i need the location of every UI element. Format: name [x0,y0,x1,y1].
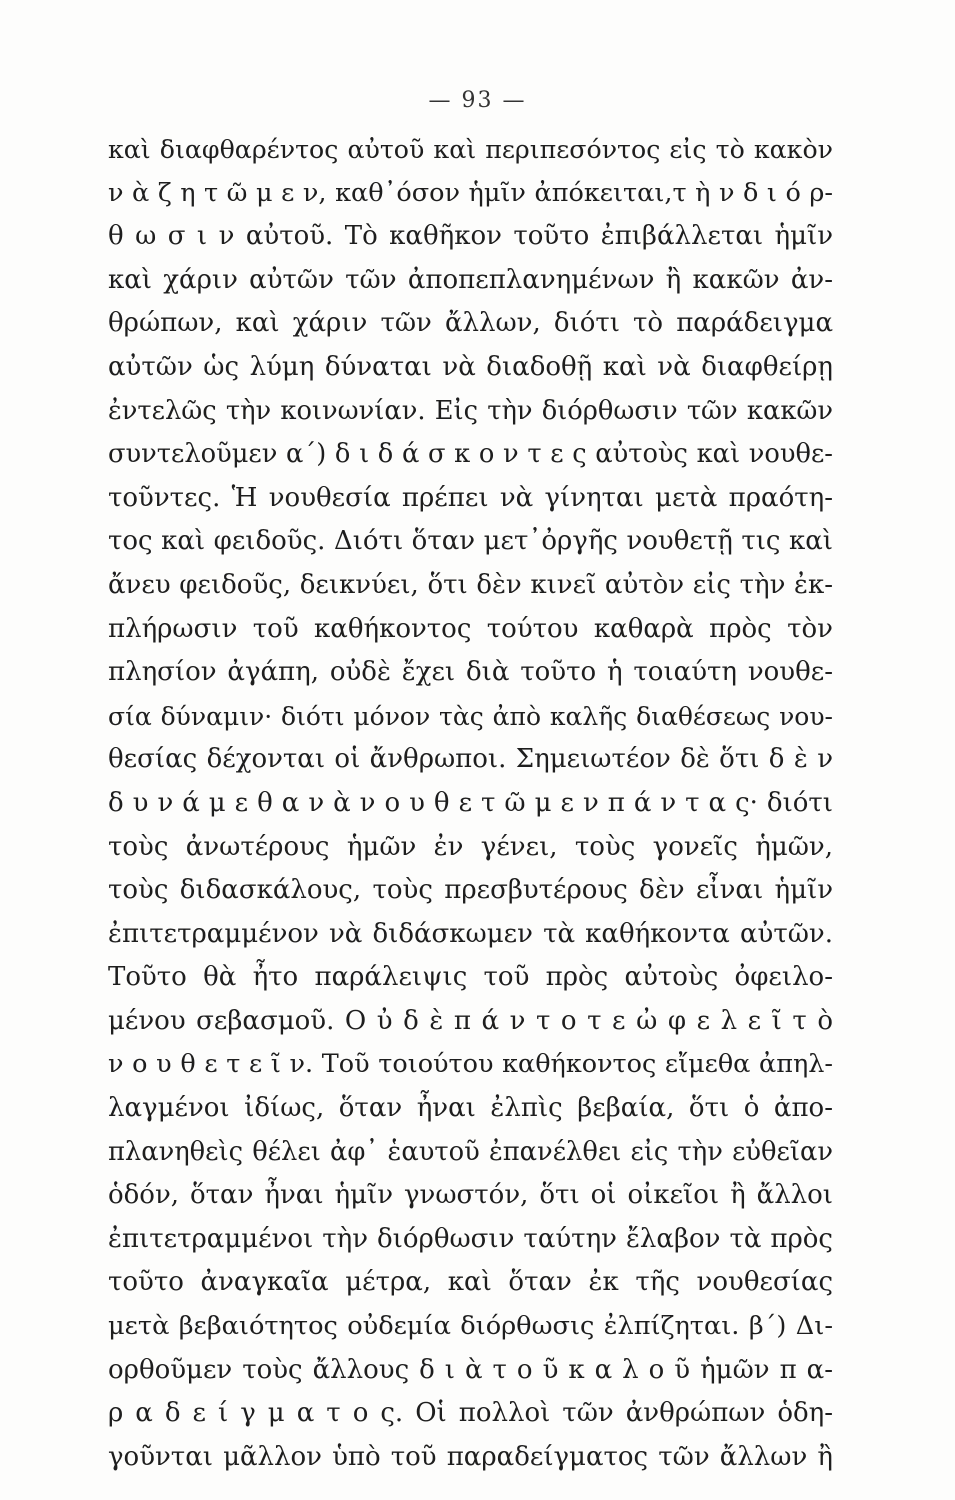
text-line: ν ὰ ζ η τ ῶ μ ε ν, καθ᾽όσον ἡμῖν ἀπόκειται,τ ὴ ν δ ι ό ρ- [108,177,833,208]
text-line: πλανηθεὶς θέλει ἀφ᾽ ἑαυτοῦ ἐπανέλθει εἰς τὴν εὐθεῖαν [108,1136,833,1167]
text-line: θρώπων, καὶ χάριν τῶν ἄλλων, διότι τὸ παράδειγμα [108,308,833,339]
text-line: καὶ διαφθαρέντος αὐτοῦ καὶ περιπεσόντος εἰς τὸ κακὸν [108,135,833,164]
text-line: τοῦντες. Ἡ νουθεσία πρέπει νὰ γίνηται μετὰ πραότη- [108,482,833,513]
text-line: σία δύναμιν· διότι μόνον τὰς ἀπὸ καλῆς διαθέσεως νου- [108,701,833,731]
text-line: δ υ ν ά μ ε θ α ν ὰ ν ο υ θ ε τ ῶ μ ε ν π ά ν τ α ς· διότι [108,787,833,818]
text-line: μετὰ βεβαιότητος οὐδεμία διόρθωσις ἐλπίζηται. β΄) Δι- [108,1311,833,1342]
text-line: ἐπιτετραμμένοι τὴν διόρθωσιν ταύτην ἔλαβον τὰ πρὸς [108,1223,833,1254]
text-line: πλήρωσιν τοῦ καθήκοντος τούτου καθαρὰ πρὸς τὸν [108,613,833,644]
body-text [108,128,833,1479]
text-line: τος καὶ φειδοῦς. Διότι ὅταν μετ᾽ὀργῆς νουθετῇ τις καὶ [108,526,833,557]
page-number: — 93 — [428,88,527,113]
text-line: ὁδόν, ὅταν ἦναι ἡμῖν γνωστόν, ὅτι οἱ οἰκεῖοι ἢ ἄλλοι [108,1180,833,1211]
text-line: λαγμένοι ἰδίως, ὅταν ἦναι ἐλπὶς βεβαία, ὅτι ὁ ἀπο- [108,1093,833,1124]
text-line: ορθοῦμεν τοὺς ἄλλους δ ι ὰ τ ο ῦ κ α λ ο ῦ ἡμῶν π α- [108,1354,833,1385]
text-line: αὐτῶν ὡς λύμη δύναται νὰ διαδοθῇ καὶ νὰ διαφθείρῃ [108,351,833,382]
text-line: ρ α δ ε ί γ μ α τ ο ς. Οἱ πολλοὶ τῶν ἀνθρώπων ὁδη- [108,1398,833,1429]
text-line: τοὺς διδασκάλους, τοὺς πρεσβυτέρους δὲν εἶναι ἡμῖν [108,875,833,906]
text-line: θεσίας δέχονται οἱ ἄνθρωποι. Σημειωτέον δὲ ὅτι δ ὲ ν [108,744,833,775]
text-line: ἐπιτετραμμένον νὰ διδάσκωμεν τὰ καθήκοντα αὐτῶν. [108,918,833,949]
text-line: μένου σεβασμοῦ. Ο ὐ δ ὲ π ά ν τ ο τ ε ὠ φ ε λ ε ῖ τ ὸ [108,1005,833,1036]
text-line: τοῦτο ἀναγκαῖα μέτρα, καὶ ὅταν ἐκ τῆς νουθεσίας [108,1267,833,1298]
text-line: πλησίον ἀγάπη, οὐδὲ ἔχει διὰ τοῦτο ἡ τοιαύτη νουθε- [108,657,833,688]
text-line: γοῦνται μᾶλλον ὑπὸ τοῦ παραδείγματος τῶν ἄλλων ἢ [108,1441,833,1472]
text-line: Τοῦτο θὰ ἦτο παράλειψις τοῦ πρὸς αὐτοὺς ὀφειλο- [108,962,833,993]
text-line: θ ω σ ι ν αὐτοῦ. Τὸ καθῆκον τοῦτο ἐπιβάλλεται ἡμῖν [108,221,833,252]
text-line: ν ο υ θ ε τ ε ῖ ν. Τοῦ τοιούτου καθήκοντος εἴμεθα ἀπηλ- [108,1049,833,1080]
text-line: ἐντελῶς τὴν κοινωνίαν. Εἰς τὴν διόρθωσιν τῶν κακῶν [108,395,833,426]
text-line: καὶ χάριν αὐτῶν τῶν ἀποπεπλανημένων ἢ κακῶν ἀν- [108,264,833,295]
text-line: τοὺς ἀνωτέρους ἡμῶν ἐν γένει, τοὺς γονεῖς ἡμῶν, [108,831,833,862]
text-line: συντελοῦμεν α΄) δ ι δ ά σ κ ο ν τ ε ς αὐτοὺς καὶ νουθε- [108,439,833,470]
text-line: ἄνευ φειδοῦς, δεικνύει, ὅτι δὲν κινεῖ αὐτὸν εἰς τὴν ἐκ- [108,569,833,600]
